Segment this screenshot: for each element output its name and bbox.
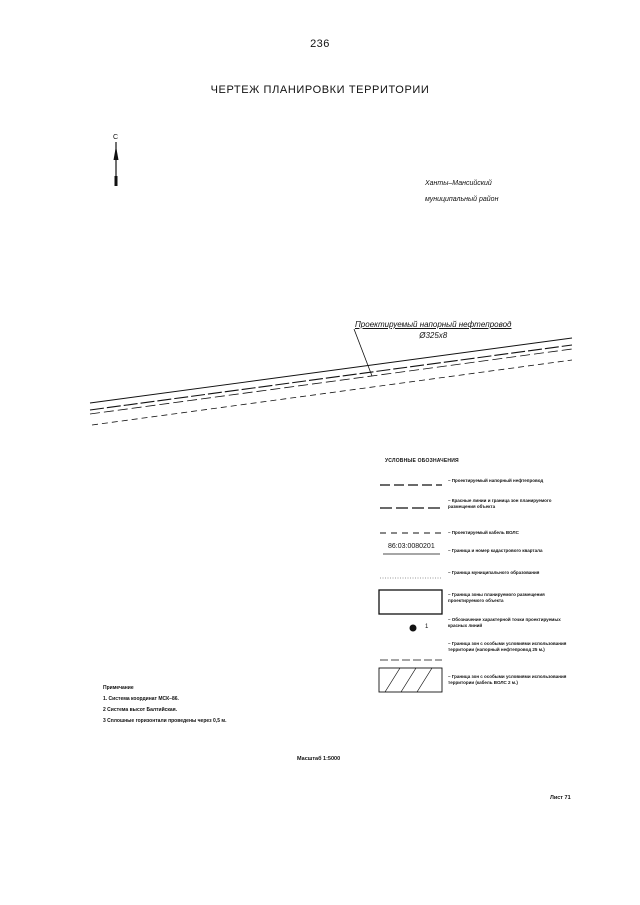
note-item: 2 Система высот Балтийская.: [103, 707, 178, 713]
pipeline-label-name: Проектируемый напорный нефтепровод: [355, 320, 512, 329]
legend-symbol-zone: [379, 590, 442, 614]
legend-parcel-code: 86:03:0080201: [388, 543, 435, 550]
drawing-title: ЧЕРТЕЖ ПЛАНИРОВКИ ТЕРРИТОРИИ: [210, 84, 430, 96]
page-number: 236: [310, 38, 330, 50]
legend-item-quarter: – Граница и номер кадастрового квартала: [448, 548, 543, 553]
legend-symbol-special-cable: [379, 668, 442, 692]
legend-item-pipeline: – Проектируемый напорный нефтепровод: [448, 478, 544, 483]
district-line-1: Ханты–Мансийский: [425, 180, 492, 187]
note-item: 3 Сплошные горизонтали проведены через 0,5 м.: [103, 718, 227, 724]
legend-item-fiber: – Проектируемый кабель ВОЛС: [448, 530, 519, 535]
legend-marker-number: 1: [425, 624, 429, 630]
legend-symbol-point: [410, 625, 417, 632]
legend-item-municipal: – Граница муниципального образования: [448, 570, 540, 575]
sheet-label: Лист 71: [550, 795, 571, 801]
notes: [103, 683, 226, 727]
legend-item-points: – Обозначение характерной точки проектируемых красных линий: [448, 617, 561, 628]
district-line-2: муниципальный район: [425, 196, 499, 203]
scale-label: Масштаб 1:5000: [297, 756, 341, 762]
note-item: 1. Система координат МСК–86.: [103, 696, 179, 702]
legend-title: УСЛОВНЫЕ ОБОЗНАЧЕНИЯ: [385, 458, 459, 464]
legend-item-red-lines: – Красные линии и граница зон планируемого размещения объекта: [448, 498, 552, 509]
legend-item-special-pipe: – Граница зон с особыми условиями использования территории (напорный нефтепровод 25 м.): [448, 641, 567, 652]
legend-item-special-cable: – Граница зон с особыми условиями использования территории (кабель ВОЛС 2 м.): [448, 674, 567, 685]
notes-title: Примечание: [103, 685, 134, 691]
legend-item-zone: – Граница зоны планируемого размещения проектируемого объекта: [448, 592, 545, 603]
north-letter: С: [113, 134, 119, 141]
pipeline-label-diameter: Ø325х8: [419, 331, 448, 340]
